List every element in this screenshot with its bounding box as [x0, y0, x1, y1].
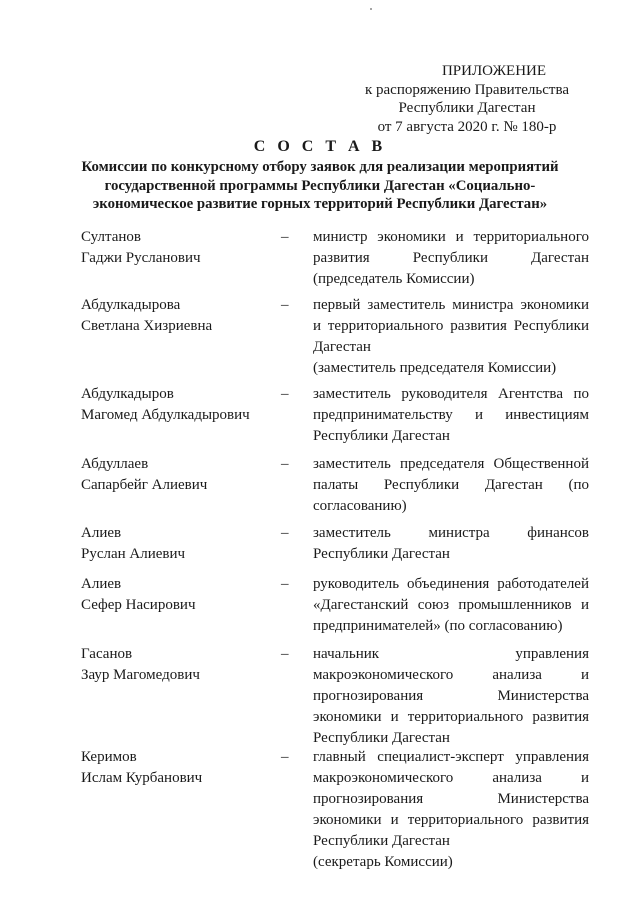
commission-title-line: государственной программы Республики Дагестан «Социально-	[104, 177, 536, 194]
role-line: Республики Дагестан	[313, 428, 450, 444]
role-line: Дагестан	[313, 339, 371, 355]
member-role	[313, 295, 589, 379]
member-dash: –	[281, 456, 289, 472]
role-line: Республики Дагестан	[313, 546, 450, 562]
role-line: Республики Дагестан	[313, 833, 450, 849]
member-given-name: Сефер Насирович	[81, 597, 196, 613]
member-role	[313, 523, 589, 565]
member-dash: –	[281, 297, 289, 313]
member-dash: –	[281, 576, 289, 592]
member-surname: Керимов	[81, 749, 137, 765]
role-line: заместитель министра финансов	[313, 525, 589, 541]
member-surname: Абдулкадыров	[81, 386, 174, 402]
member-role	[313, 227, 589, 290]
role-line: заместитель председателя Общественной	[313, 456, 589, 472]
commission-title	[70, 158, 570, 214]
member-given-name: Заур Магомедович	[81, 667, 200, 683]
member-surname: Гасанов	[81, 646, 133, 662]
member-role	[313, 384, 589, 447]
member-given-name: Сапарбейг Алиевич	[81, 477, 208, 493]
member-surname: Алиев	[81, 576, 122, 592]
role-line: начальник управления	[313, 646, 589, 662]
appendix-line: от 7 августа 2020 г. № 180-р	[377, 118, 557, 135]
member-name	[81, 644, 200, 686]
commission-title-line: Комиссии по конкурсному отбору заявок для реализации мероприятий	[81, 159, 559, 175]
member-given-name: Ислам Курбанович	[81, 770, 203, 786]
member-name	[81, 384, 250, 426]
role-line: предпринимателей» (по согласованию)	[313, 618, 563, 634]
role-line: экономики и территориального развития	[313, 709, 589, 725]
role-line: согласованию)	[313, 498, 407, 514]
role-line: и территориального развития Республики	[313, 318, 589, 334]
member-role	[313, 574, 589, 637]
appendix-title: ПРИЛОЖЕНИЕ	[441, 63, 547, 79]
role-line: главный специалист-эксперт управления	[313, 749, 589, 765]
member-dash: –	[281, 646, 289, 662]
role-line: первый заместитель министра экономики	[313, 297, 589, 313]
member-dash: –	[281, 229, 289, 245]
role-line: заместитель руководителя Агентства по	[313, 386, 589, 402]
role-line: макроэкономического анализа и	[313, 667, 589, 683]
role-line: министр экономики и территориального	[313, 229, 589, 245]
member-surname: Абдулкадырова	[81, 297, 181, 313]
appendix-line: Республики Дагестан	[398, 100, 536, 116]
composition-heading: С О С Т А В	[253, 138, 387, 155]
role-line: предпринимательству и инвестициям	[313, 407, 589, 423]
member-dash: –	[281, 749, 289, 765]
member-given-name: Магомед Абдулкадырович	[81, 407, 250, 423]
role-line: прогнозирования Министерства	[313, 791, 589, 807]
member-name	[81, 747, 202, 789]
appendix-line: к распоряжению Правительства	[364, 81, 569, 98]
member-name	[81, 454, 207, 496]
member-name	[81, 574, 196, 616]
member-given-name: Светлана Хизриевна	[81, 318, 213, 334]
member-name	[81, 227, 201, 269]
appendix-header	[340, 62, 594, 136]
member-dash: –	[281, 386, 289, 402]
role-line: (заместитель председателя Комиссии)	[313, 360, 557, 376]
member-role	[313, 747, 589, 873]
role-line: макроэкономического анализа и	[313, 770, 589, 786]
role-line: прогнозирования Министерства	[313, 688, 589, 704]
member-given-name: Гаджи Русланович	[81, 250, 201, 266]
member-given-name: Руслан Алиевич	[81, 546, 186, 562]
member-name	[81, 523, 185, 565]
role-line: (председатель Комиссии)	[313, 271, 475, 287]
member-surname: Абдуллаев	[81, 456, 149, 472]
member-role	[313, 644, 589, 749]
role-line: руководитель объединения работодателей	[313, 576, 589, 592]
role-line: палаты Республики Дагестан (по	[313, 477, 589, 493]
member-name	[81, 295, 212, 337]
role-line: (секретарь Комиссии)	[313, 854, 453, 870]
member-surname: Султанов	[81, 229, 141, 245]
role-line: развития Республики Дагестан	[313, 250, 589, 266]
member-role	[313, 454, 589, 517]
commission-title-line: экономическое развитие горных территорий Республики Дагестан»	[92, 196, 548, 212]
scan-speck	[370, 8, 372, 10]
role-line: «Дагестанский союз промышленников и	[313, 597, 589, 613]
role-line: Республики Дагестан	[313, 730, 450, 746]
member-surname: Алиев	[81, 525, 122, 541]
member-dash: –	[281, 525, 289, 541]
role-line: экономики и территориального развития	[313, 812, 589, 828]
